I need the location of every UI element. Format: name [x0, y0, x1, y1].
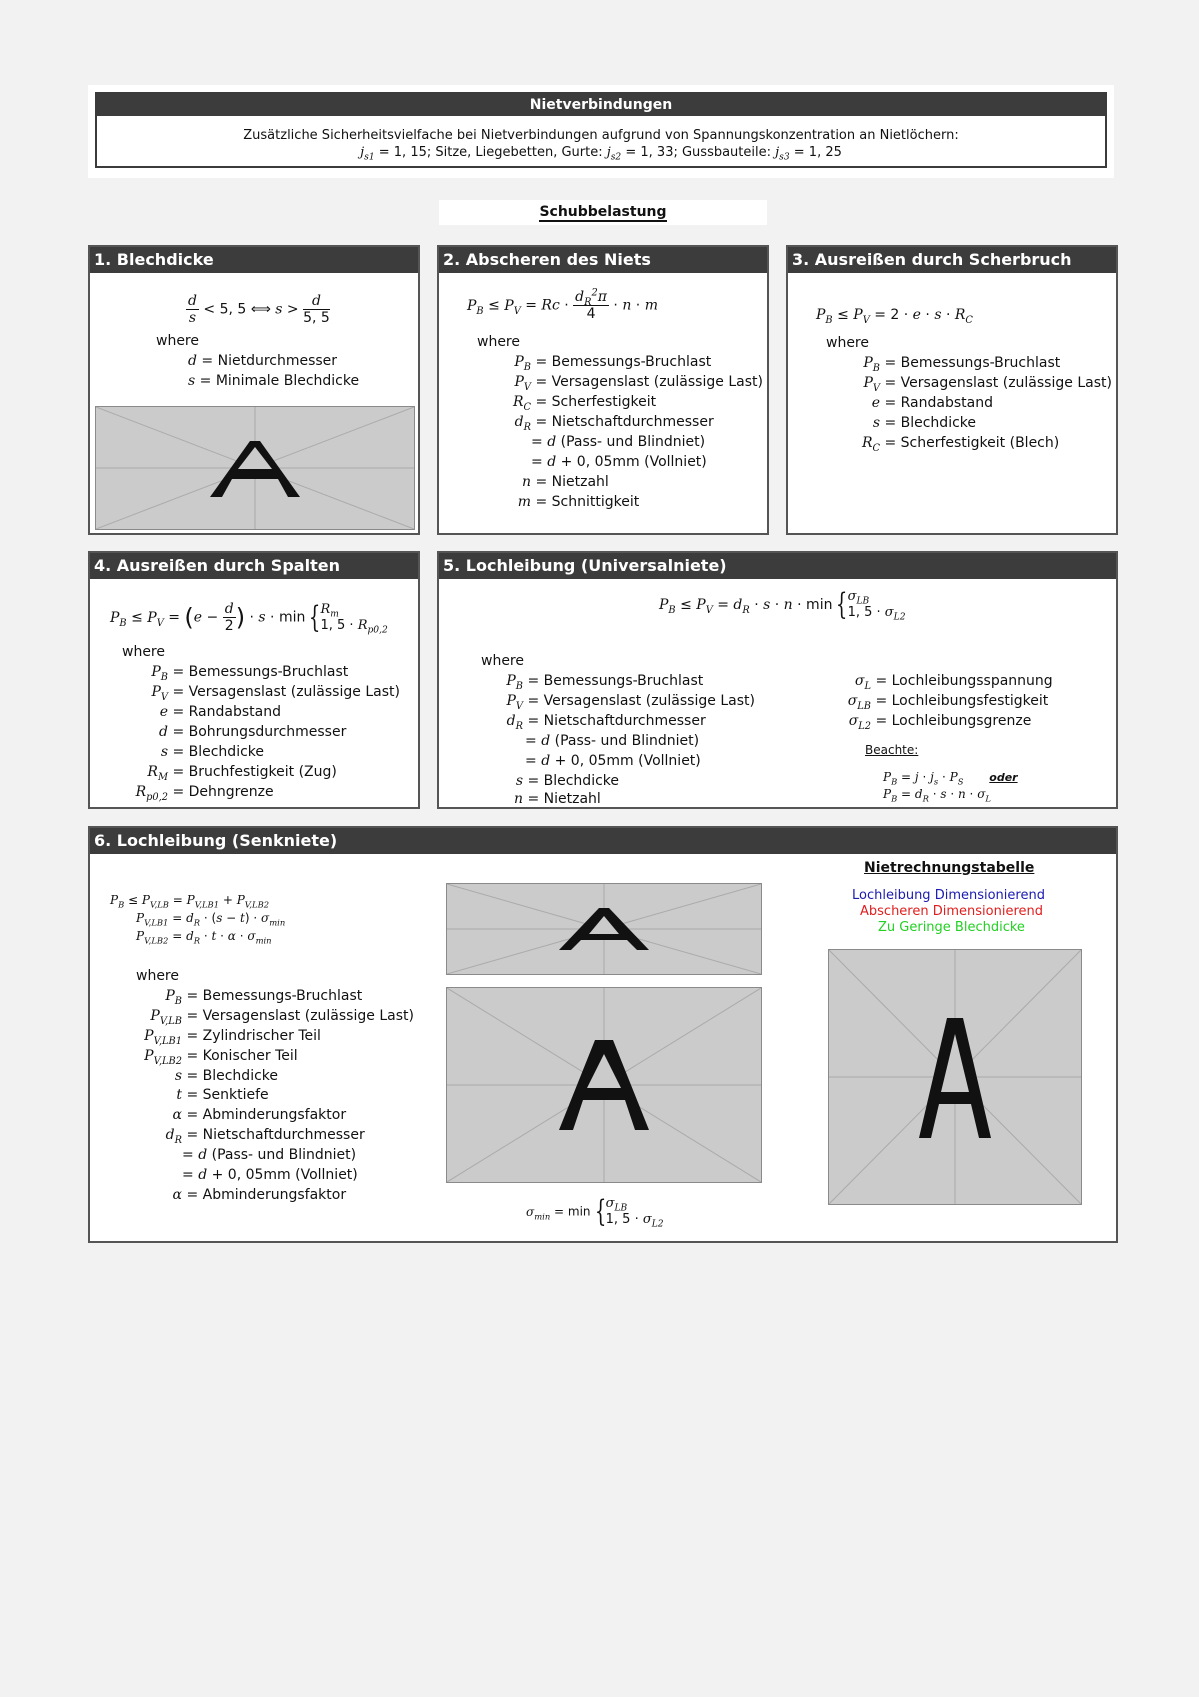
- def-line: $P_V$ = Versagenslast (zulässige Last): [514, 374, 763, 393]
- def-line: s = Minimale Blechdicke: [188, 373, 360, 389]
- def-line: s = Blechdicke: [174, 1068, 279, 1084]
- def-line: $R_M$ = Bruchfestigkeit (Zug): [147, 764, 337, 783]
- def-line: = d + 0, 05mm (Vollniet): [525, 753, 701, 769]
- header-title: Nietverbindungen: [97, 94, 1105, 116]
- def-line: d = Bohrungsdurchmesser: [159, 724, 347, 740]
- def-line: $\sigma_{LB}$ = Lochleibungsfestigkeit: [847, 693, 1049, 712]
- panel-blechdicke: [88, 245, 420, 535]
- def-line: $d_R$ = Nietschaftdurchmesser: [514, 414, 714, 433]
- image-placeholder: [828, 949, 1082, 1205]
- header-box: [95, 92, 1107, 168]
- def-line: s = Blechdicke: [872, 415, 977, 431]
- def-line: α = Abminderungsfaktor: [172, 1107, 347, 1123]
- legend-item: Abscheren Dimensionierend: [860, 904, 1043, 919]
- image-placeholder: [446, 987, 762, 1183]
- panel-lochleibung-senkniete: [88, 826, 1118, 1243]
- formula-abscheren: $P_B \le P_V = Rc$ · $\frac{d_R^2\pi}{4}$ · n · m: [467, 287, 658, 322]
- def-line: $P_B$ = Bemessungs-Bruchlast: [151, 664, 349, 683]
- def-line: $\sigma_{L2}$ = Lochleibungsgrenze: [848, 713, 1032, 732]
- panel-title: 2. Abscheren des Niets: [439, 247, 767, 273]
- placeholder-icon: [96, 407, 414, 529]
- def-line: e = Randabstand: [871, 395, 993, 411]
- def-line: $R_{p0,2}$ = Dehngrenze: [135, 784, 274, 803]
- formula-sigma-min: $\sigma_{min} = \min \{\sigma_{LB}$ 1, $5 \cdot \sigma_{L2}$: [526, 1194, 664, 1230]
- where-label: where: [477, 334, 520, 350]
- legend-item: Lochleibung Dimensionierend: [852, 888, 1045, 903]
- formula-senkniete: $P_B \le P_{V,LB} = P_{V,LB1} + P_{V,LB2}$: [110, 893, 270, 910]
- def-line: $d_R$ = Nietschaftdurchmesser: [165, 1127, 365, 1146]
- panel-abscheren: [437, 245, 769, 535]
- legend-item: Zu Geringe Blechdicke: [878, 920, 1025, 935]
- def-line: $P_{V,LB1}$ = Zylindrischer Teil: [144, 1028, 321, 1047]
- header-line2: $j_{s1} = 1$, 15; Sitze, Liegebetten, Gurte: $j_{s2} = 1$, 33; Gussbauteile: $j_{s3} = 1$, 25: [360, 145, 842, 163]
- placeholder-icon: [447, 988, 761, 1182]
- def-line: $P_V$ = Versagenslast (zulässige Last): [506, 693, 755, 712]
- def-line: $R_C$ = Scherfestigkeit (Blech): [861, 435, 1060, 454]
- def-line: $P_V$ = Versagenslast (zulässige Last): [863, 375, 1112, 394]
- def-line: = d (Pass- und Blindniet): [182, 1147, 357, 1163]
- def-line: e = Randabstand: [159, 704, 281, 720]
- def-line: t = Senktiefe: [176, 1087, 269, 1103]
- panel-title: 3. Ausreißen durch Scherbruch: [788, 247, 1116, 273]
- def-line: $P_{V,LB2}$ = Konischer Teil: [144, 1048, 298, 1067]
- def-line: = d + 0, 05mm (Vollniet): [182, 1167, 358, 1183]
- note-formula: $P_B = d_R \cdot s \cdot n \cdot \sigma_L$: [883, 787, 991, 804]
- formula-lochleibung: $P_B \le P_V = d_R \cdot s \cdot n \cdot \min \{\sigma_{LB}$ 1, $5 \cdot \sigma_{L2}$: [659, 587, 906, 623]
- def-line: α = Abminderungsfaktor: [172, 1187, 347, 1203]
- def-line: $R_C$ = Scherfestigkeit: [512, 394, 657, 413]
- header-line1: Zusätzliche Sicherheitsvielfache bei Nietverbindungen aufgrund von Spannungskonzentration an Nietlöchern:: [243, 128, 959, 143]
- def-line: s = Blechdicke: [160, 744, 265, 760]
- note-formula: $P_B = j \cdot j_s \cdot P_S$ oder: [883, 770, 1018, 787]
- def-line: $P_B$ = Bemessungs-Bruchlast: [165, 988, 363, 1007]
- panel-ausreissen-scherbruch: [786, 245, 1118, 535]
- def-line: $P_B$ = Bemessungs-Bruchlast: [863, 355, 1061, 374]
- def-line: s = Blechdicke: [515, 773, 620, 789]
- section-heading-text: Schubbelastung: [539, 204, 667, 220]
- where-label: where: [136, 968, 179, 984]
- def-line: $\sigma_L$ = Lochleibungsspannung: [854, 673, 1053, 692]
- header-text: [97, 127, 1105, 161]
- note-label: Beachte:: [865, 743, 919, 757]
- placeholder-icon: [829, 950, 1081, 1204]
- def-line: m = Schnittigkeit: [517, 494, 640, 510]
- panel-title: 6. Lochleibung (Senkniete): [90, 828, 1116, 854]
- def-line: $P_{V,LB}$ = Versagenslast (zulässige Last): [150, 1008, 414, 1027]
- def-line: $P_B$ = Bemessungs-Bruchlast: [506, 673, 704, 692]
- def-line: n = Nietzahl: [513, 791, 601, 807]
- def-line: $P_B$ = Bemessungs-Bruchlast: [514, 354, 712, 373]
- where-label: where: [122, 644, 165, 660]
- def-line: = d + 0, 05mm (Vollniet): [531, 454, 707, 470]
- where-label: where: [826, 335, 869, 351]
- def-line: d = Nietdurchmesser: [188, 353, 338, 369]
- where-label: where: [481, 653, 524, 669]
- panel-title: 5. Lochleibung (Universalniete): [439, 553, 1116, 579]
- formula-senkniete: $P_{V,LB1} = d_R \cdot (s - t) \cdot \sigma_{min}$: [136, 911, 286, 928]
- formula-scherbruch: $P_B \le P_V = 2 \cdot e \cdot s \cdot R_C$: [816, 307, 973, 326]
- panel-lochleibung-universal: [437, 551, 1118, 809]
- placeholder-icon: [447, 884, 761, 974]
- def-line: $d_R$ = Nietschaftdurchmesser: [506, 713, 706, 732]
- formula-blechdicke: $\frac{d}{s}$ < 5, 5 ⟺ s > $\frac{d}{5, 5}$: [188, 293, 330, 326]
- image-placeholder: [95, 406, 415, 530]
- formula-spalten: $P_B \le P_V = (e$ − $\frac{d}{2}$ ) · $s \cdot \min \{R_m$ 1, $5 \cdot R_{p0,2}$: [110, 599, 388, 636]
- def-line: $P_V$ = Versagenslast (zulässige Last): [151, 684, 400, 703]
- panel-ausreissen-spalten: [88, 551, 420, 809]
- image-placeholder: [446, 883, 762, 975]
- section-heading: [439, 200, 767, 225]
- table-title: Nietrechnungstabelle: [864, 860, 1035, 876]
- panel-title: 4. Ausreißen durch Spalten: [90, 553, 418, 579]
- def-line: = d (Pass- und Blindniet): [525, 733, 700, 749]
- where-label: where: [156, 333, 199, 349]
- formula-senkniete: $P_{V,LB2} = d_R \cdot t \cdot \alpha \cdot \sigma_{min}$: [136, 929, 272, 946]
- panel-title: 1. Blechdicke: [90, 247, 418, 273]
- def-line: n = Nietzahl: [521, 474, 609, 490]
- oder-label: oder: [989, 771, 1018, 784]
- def-line: = d (Pass- und Blindniet): [531, 434, 706, 450]
